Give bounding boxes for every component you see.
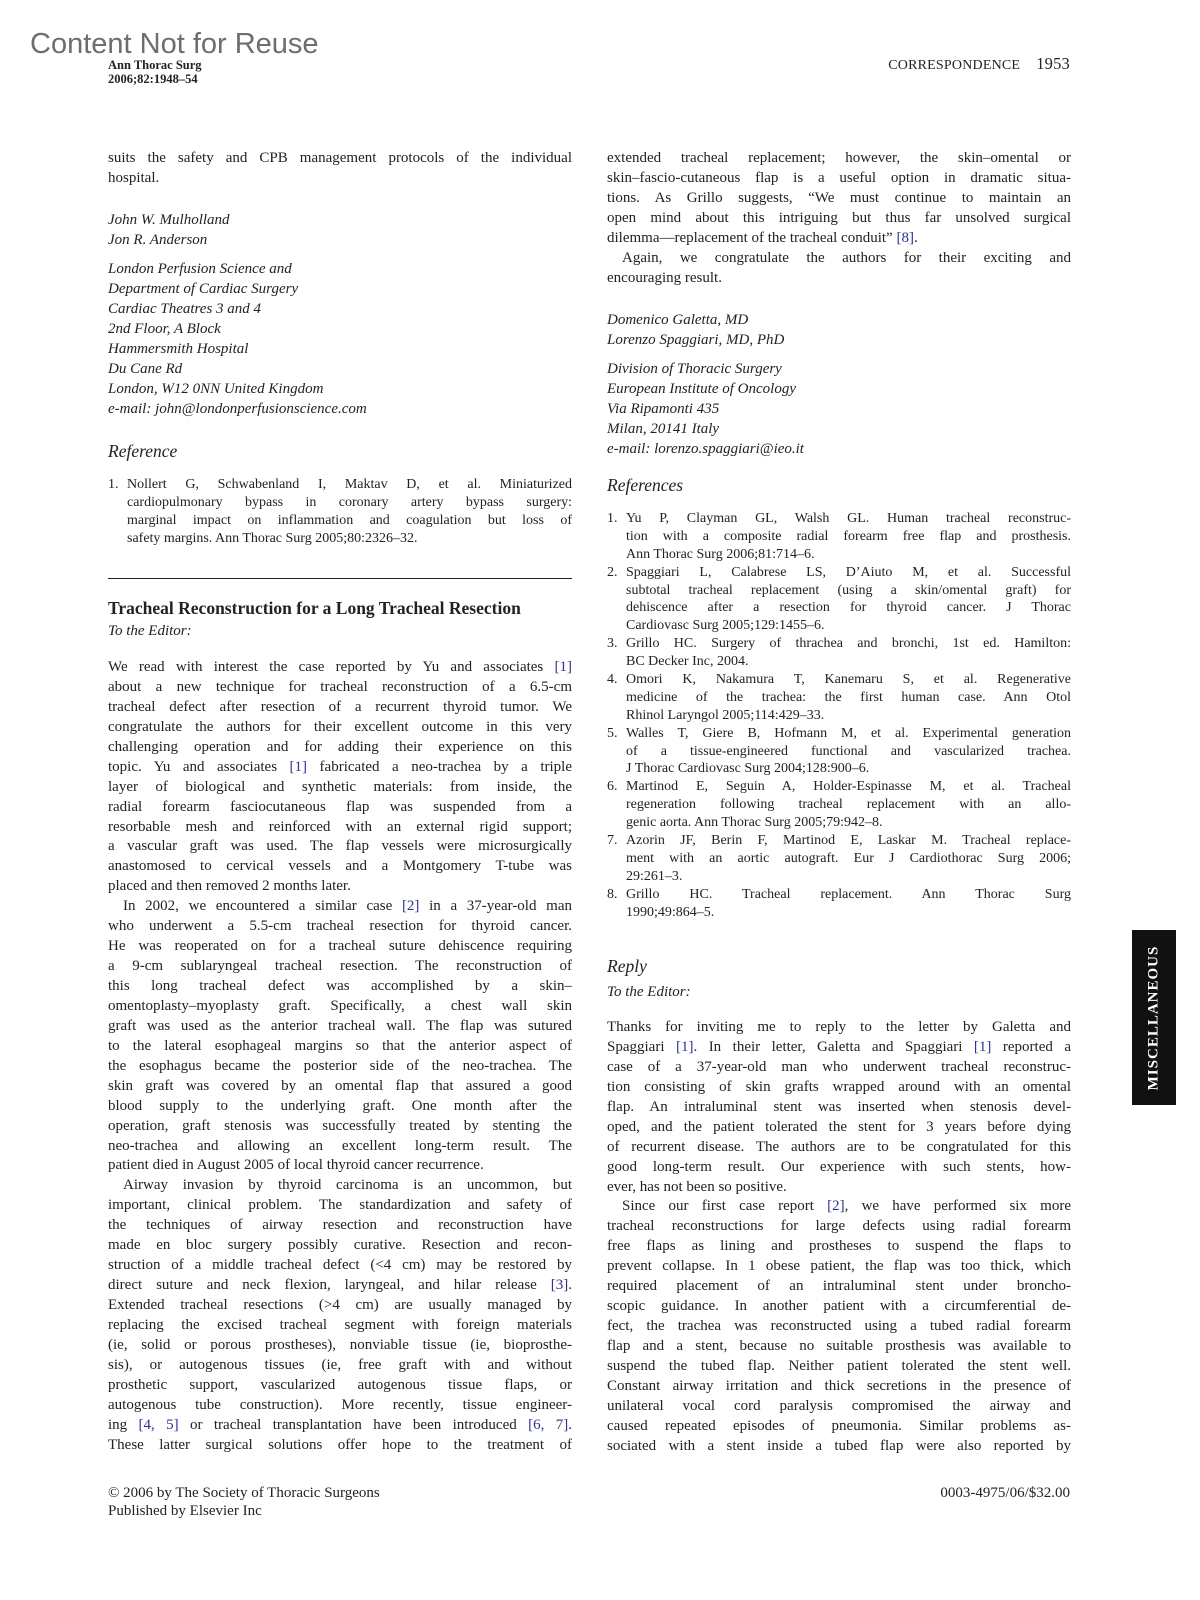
text-line: tion consisting of skin grafts wrapped around with an omental — [607, 1078, 1071, 1095]
text-line: sis), or autogenous tissues (ie, free graft with and without — [108, 1356, 572, 1373]
text-line: anastomosed to cervical vessels and a Montgomery T-tube was — [108, 858, 572, 875]
text-line: ing [4, 5] or tracheal transplantation have been introduced [6, 7]. — [108, 1416, 572, 1433]
reference-line: tion with a composite radial forearm free flap and prosthesis. — [626, 528, 1071, 544]
journal-citation: 2006;82:1948–54 — [108, 72, 198, 86]
citation-link[interactable]: [2] — [827, 1198, 845, 1215]
citation-link[interactable]: [3] — [550, 1277, 569, 1294]
watermark: Content Not for Reuse — [30, 28, 319, 60]
text-line: required placement of an intraluminal stent under broncho- — [607, 1278, 1071, 1295]
reference-line: Grillo HC. Tracheal replacement. Ann Thorac Surg — [626, 886, 1071, 902]
text-line: patient died in August 2005 of local thyroid cancer recurrence. — [108, 1157, 484, 1174]
address-line: London Perfusion Science and — [108, 261, 292, 277]
reply-heading: Reply — [607, 956, 647, 976]
text-line: flap and a stent, because no suitable prosthesis was available to — [607, 1338, 1071, 1354]
section-side-tab — [1132, 930, 1176, 1105]
issn: 0003-4975/06/$32.00 — [940, 1485, 1070, 1501]
reference-item — [607, 510, 1071, 564]
reference-line: Grillo HC. Surgery of thrachea and bronchi, 1st ed. Hamilton: — [626, 636, 1071, 652]
reference-line: Azorin JF, Berin F, Martinod E, Laskar M. Tracheal replace- — [626, 833, 1071, 849]
reference-line: medicine of the trachea: the first human case. Ann Otol — [626, 689, 1071, 705]
text-line: a vascular graft was used. The flap vessels were microsurgically — [108, 838, 572, 855]
reference-line: dehiscence after a resection for thyroid cancer. J Thorac — [626, 600, 1071, 616]
reference-line: Martinod E, Seguin A, Holder-Espinasse M, et al. Tracheal — [626, 779, 1071, 795]
reference-number: 5. — [607, 725, 618, 741]
reference-line: Walles T, Giere B, Hofmann M, et al. Experimental generation — [626, 725, 1071, 741]
text-line: topic. Yu and associates [1] fabricated a neo-trachea by a triple — [108, 758, 572, 775]
address-line: Milan, 20141 Italy — [607, 421, 720, 437]
reference-line: 1990;49:864–5. — [626, 904, 715, 920]
left-authors — [108, 210, 572, 250]
text-line: Since our first case report [2], we have performed six more — [622, 1198, 1071, 1215]
text-line: the esophagus became the posterior side of the neo-trachea. The — [108, 1057, 572, 1074]
paragraph — [108, 1176, 572, 1455]
address-line: John W. Mulholland — [108, 212, 230, 228]
text-line: prosthetic support, vascularized autogenous tissue flaps, or — [108, 1376, 572, 1393]
text-line: autogenous tube construction). More recently, tissue engineer- — [108, 1396, 572, 1413]
text-line: Spaggiari [1]. In their letter, Galetta and Spaggiari [1] reported a — [607, 1038, 1071, 1055]
text-line: who underwent a 5.5-cm tracheal resection for thyroid cancer. — [108, 918, 572, 935]
section-divider — [108, 578, 572, 579]
text-line: (ie, solid or porous prostheses), nonviable tissue (ie, bioprosthe- — [108, 1336, 572, 1353]
text-line: oped, and the patient tolerated the stent for 3 years before dying — [607, 1118, 1071, 1135]
reference-line: marginal impact on inflammation and coagulation but loss of — [127, 512, 572, 528]
left-references — [108, 476, 572, 548]
text-line: good long-term result. Our experience with such stents, how- — [607, 1158, 1071, 1175]
journal-name: Ann Thorac Surg — [108, 58, 202, 72]
text-line: Thanks for inviting me to reply to the letter by Galetta and — [607, 1019, 1071, 1035]
address-line: e-mail: lorenzo.spaggiari@ieo.it — [607, 441, 804, 457]
text-line: challenging operation and for adding their experience on this — [108, 738, 572, 755]
right-references-heading: References — [607, 475, 684, 495]
reference-line: 29:261–3. — [626, 868, 683, 884]
text-line: ever, has not been so positive. — [607, 1178, 787, 1195]
reference-number: 8. — [607, 886, 618, 902]
reference-item — [108, 476, 572, 548]
reference-number: 3. — [607, 636, 618, 652]
reference-line: Spaggiari L, Calabrese LS, D’Aiuto M, et al. Successful — [626, 564, 1071, 580]
text-line: operation, graft stenosis was successfully treated by stenting the — [108, 1117, 572, 1134]
text-line: free flaps as lining and prostheses to suspend the flaps to — [607, 1238, 1071, 1255]
reference-item — [607, 832, 1071, 886]
reference-line: regeneration following tracheal replacement with an allo- — [626, 797, 1071, 813]
text-line: skin–fascio-cutaneous flap is a useful option in dramatic situa- — [607, 169, 1071, 186]
address-line: Division of Thoracic Surgery — [607, 361, 782, 377]
text-line: struction of a middle tracheal defect (<4 cm) may be restored by — [108, 1257, 572, 1274]
reference-line: J Thorac Cardiovasc Surg 2004;128:900–6. — [626, 761, 870, 777]
text-line: case of a 37-year-old man who underwent tracheal reconstruc- — [607, 1058, 1071, 1075]
reference-item — [607, 635, 1071, 671]
text-line: unilateral vocal cord paralysis compromised the airway and — [607, 1397, 1071, 1414]
reference-item — [607, 564, 1071, 636]
left-salutation: To the Editor: — [108, 623, 192, 639]
text-line: resorbable mesh and reinforced with an external rigid support; — [108, 818, 572, 835]
reference-line: genic aorta. Ann Thorac Surg 2005;79:942–8. — [626, 815, 883, 831]
text-line: radial forearm fasciocutaneous flap was suspended from a — [108, 798, 572, 815]
page-number: 1953 — [1036, 54, 1070, 73]
text-line: Airway invasion by thyroid carcinoma is an uncommon, but — [123, 1177, 572, 1194]
citation-link[interactable]: [4, 5] — [138, 1416, 179, 1433]
text-line: sociated with a stent inside a tubed flap were also reported by — [607, 1437, 1071, 1454]
text-line: Constant airway irritation and thick secretions in the presence of — [607, 1377, 1071, 1394]
citation-link[interactable]: [1] — [675, 1038, 694, 1055]
reference-number: 1. — [607, 511, 618, 526]
reference-line: Omori K, Nakamura T, Kanemaru S, et al. Regenerative — [626, 672, 1071, 688]
footer-left — [108, 1484, 380, 1520]
reference-item — [607, 725, 1071, 779]
right-references — [607, 510, 1071, 921]
text-line: suspend the tubed flap. Neither patient tolerated the stent well. — [607, 1357, 1071, 1374]
text-line: suits the safety and CPB management protocols of the individual — [108, 150, 572, 166]
text-line: the techniques of airway resection and reconstruction have — [108, 1217, 572, 1234]
citation-link[interactable]: [1] — [973, 1038, 992, 1055]
text-line: fect, the trachea was reconstructed using a tubed radial forearm — [607, 1318, 1071, 1335]
text-line: omentoplasty–myoplasty graft. Specifically, a chest wall skin — [108, 997, 572, 1014]
text-line: placed and then removed 2 months later. — [108, 878, 351, 895]
right-body — [607, 1018, 1071, 1457]
text-line: skin graft was covered by an omental flap that assured a good — [108, 1077, 572, 1094]
paragraph — [607, 1018, 1071, 1197]
address-line: European Institute of Oncology — [607, 381, 796, 397]
address-line: Jon R. Anderson — [108, 232, 208, 248]
left-body — [108, 658, 572, 1456]
reference-line: Nollert G, Schwabenland I, Maktav D, et al. Miniaturized — [127, 477, 572, 492]
text-line: of recurrent disease. The authors are to be congratulated for this — [607, 1138, 1071, 1155]
copyright: © 2006 by The Society of Thoracic Surgeons — [108, 1485, 380, 1501]
text-line: made en bloc surgery possibly curative. Resection and recon- — [108, 1237, 572, 1254]
text-line: tracheal defect after resection of a recurrent thyroid tumor. We — [108, 698, 572, 715]
text-line: In 2002, we encountered a similar case [2] in a 37-year-old man — [123, 898, 572, 915]
reference-item — [607, 671, 1071, 725]
text-line: dilemma—replacement of the tracheal conduit” [8]. — [607, 229, 918, 246]
text-line: tions. As Grillo suggests, “We must continue to maintain an — [607, 189, 1071, 206]
section-name: CORRESPONDENCE — [888, 58, 1021, 73]
article-title: Tracheal Reconstruction for a Long Tracheal Resection — [108, 598, 521, 618]
reference-number: 4. — [607, 672, 618, 688]
text-line: tracheal reconstructions for large defects using radial forearm — [607, 1218, 1071, 1235]
text-line: flap. An intraluminal stent was inserted when stenosis devel- — [607, 1098, 1071, 1115]
right-salutation: To the Editor: — [607, 984, 691, 1000]
text-line: about a new technique for tracheal reconstruction of a 6.5-cm — [108, 678, 572, 695]
text-line: direct suture and neck flexion, laryngeal, and hilar release [3]. — [108, 1277, 572, 1294]
left-top-text — [108, 149, 572, 189]
text-line: prevent collapse. In 1 obese patient, the flap was too thick, which — [607, 1258, 1071, 1275]
paragraph — [607, 149, 1071, 249]
paragraph — [108, 658, 572, 897]
reference-number: 1. — [108, 477, 119, 492]
reference-line: Yu P, Clayman GL, Walsh GL. Human tracheal reconstruc- — [626, 511, 1071, 526]
text-line: encouraging result. — [607, 269, 722, 286]
reference-line: Ann Thorac Surg 2006;81:714–6. — [626, 546, 815, 562]
paragraph — [108, 897, 572, 1176]
text-line: We read with interest the case reported by Yu and associates [1] — [108, 659, 572, 675]
journal-header — [108, 58, 202, 86]
address-line: Hammersmith Hospital — [108, 341, 249, 357]
running-header — [888, 54, 1070, 74]
citation-link[interactable]: [2] — [401, 898, 420, 915]
right-affiliation — [607, 359, 1071, 459]
reference-number: 2. — [607, 564, 618, 580]
text-line: Again, we congratulate the authors for their exciting and — [622, 249, 1071, 266]
citation-link[interactable]: [1] — [289, 758, 308, 775]
address-line: Lorenzo Spaggiari, MD, PhD — [607, 332, 785, 348]
text-line: layer of biological and synthetic materials: from inside, the — [108, 778, 572, 795]
text-line: blood supply to the underlying graft. One month after the — [108, 1097, 572, 1114]
reference-line: ment with an aortic autograft. Eur J Cardiothorac Surg 2006; — [626, 850, 1071, 866]
right-authors — [607, 310, 1071, 350]
right-top-text — [607, 149, 1071, 289]
text-line: important, clinical problem. The standardization and safety of — [108, 1197, 572, 1214]
side-tab-label: MISCELLANEOUS — [1145, 945, 1162, 1090]
text-line: replacing the excised tracheal segment with foreign materials — [108, 1316, 572, 1333]
text-line: open mind about this intriguing but thus far unsolved surgical — [607, 209, 1071, 226]
text-line: congratulate the authors for their excellent outcome in this very — [108, 718, 572, 735]
publisher: Published by Elsevier Inc — [108, 1503, 262, 1519]
paragraph — [607, 249, 1071, 289]
text-line: this long tracheal defect was accomplished by a skin– — [108, 978, 572, 994]
reference-line: Rhinol Laryngol 2005;114:429–33. — [626, 707, 825, 723]
left-reference-heading: Reference — [108, 441, 178, 461]
address-line: London, W12 0NN United Kingdom — [108, 381, 324, 397]
reference-line: BC Decker Inc, 2004. — [626, 654, 749, 670]
citation-link[interactable]: [6, 7] — [528, 1416, 569, 1433]
reference-line: safety margins. Ann Thorac Surg 2005;80:2326–32. — [127, 530, 418, 546]
text-line: hospital. — [108, 169, 160, 186]
text-line: to the lateral esophageal margins so that the anterior aspect of — [108, 1037, 572, 1054]
address-line: Department of Cardiac Surgery — [108, 281, 299, 297]
text-line: caused repeated episodes of pneumonia. Similar problems as- — [607, 1417, 1071, 1434]
address-line: Via Ripamonti 435 — [607, 401, 720, 417]
paragraph — [108, 149, 572, 189]
address-line: e-mail: john@londonperfusionscience.com — [108, 401, 367, 417]
citation-link[interactable]: [1] — [554, 659, 572, 675]
reference-number: 6. — [607, 779, 618, 795]
text-line: These latter surgical solutions offer hope to the treatment of — [108, 1436, 572, 1453]
address-line: Domenico Galetta, MD — [607, 312, 749, 328]
reference-line: subtotal tracheal replacement (using a skin/omental graft) for — [626, 582, 1071, 598]
address-line: Du Cane Rd — [108, 361, 183, 377]
left-affiliation — [108, 259, 572, 419]
text-line: Extended tracheal resections (>4 cm) are usually managed by — [108, 1297, 572, 1313]
reference-item — [607, 778, 1071, 832]
address-line: 2nd Floor, A Block — [108, 321, 221, 337]
reference-item — [607, 886, 1071, 922]
reference-line: of a tissue-engineered functional and vascularized trachea. — [626, 743, 1071, 759]
text-line: extended tracheal replacement; however, the skin–omental or — [607, 150, 1071, 166]
text-line: He was reoperated on for a tracheal suture dehiscence requiring — [108, 938, 572, 955]
text-line: scopic guidance. In another patient with a circumferential de- — [607, 1298, 1071, 1315]
text-line: a 9-cm sublaryngeal tracheal resection. The reconstruction of — [108, 958, 572, 975]
reference-number: 7. — [607, 833, 618, 849]
reference-line: Cardiovasc Surg 2005;129:1455–6. — [626, 618, 825, 634]
citation-link[interactable]: [8] — [896, 229, 914, 246]
address-line: Cardiac Theatres 3 and 4 — [108, 301, 262, 317]
text-line: neo-trachea and allowing an excellent long-term result. The — [108, 1137, 572, 1154]
text-line: graft was used as the anterior tracheal wall. The flap was sutured — [108, 1017, 572, 1034]
paragraph — [607, 1197, 1071, 1456]
reference-line: cardiopulmonary bypass in coronary artery bypass surgery: — [127, 494, 572, 510]
